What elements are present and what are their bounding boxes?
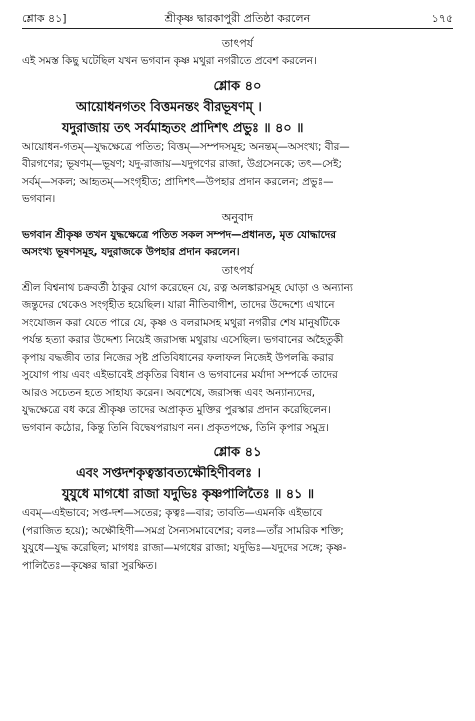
verse-number: শ্লোক ৪১ xyxy=(213,445,262,460)
running-header xyxy=(22,6,453,28)
synonym-line: সর্বম্—সকল; আহৃতম্—সংগৃহীত; প্রাদিশৎ—উপহার প্রদান করলেন; প্রভুঃ— xyxy=(22,175,334,188)
purport-line: আরও সচেতন হতে সাহায্য করেন। অবশেষে, জরাসন্ধ এবং অন্যান্যদের, xyxy=(22,386,316,399)
purport-line: কৃপায় বদ্ধজীব তার নিজের সৃষ্ট প্রতিবিধানের ফলাফল নিজেই উপলব্ধি করার xyxy=(22,351,334,364)
purport-line: সংযোজন করা যেতে পারে যে, কৃষ্ণ ও বলরামসহ মথুরা নগরীর শেষ মানুষটিকে xyxy=(22,316,340,329)
verse-line: আয়োধনগতং বিত্তমনন্তং বীরভূষণম্ । xyxy=(76,99,262,115)
synonym-line: যুযুধে—যুদ্ধ করেছিল; মাগধঃ রাজা—মগধের রাজা; যদুভিঃ—যদুদের সঙ্গে; কৃষ্ণ- xyxy=(22,542,347,554)
purport-line: সুযোগ পায় এবং এইভাবেই প্রকৃতির বিধান ও ভগবানের মর্যাদা সম্পর্কে তাদের xyxy=(22,369,338,381)
translation xyxy=(22,227,453,262)
purport xyxy=(22,280,453,438)
purport-text: এই সমস্ত কিছু ঘটেছিল যখন ভগবান কৃষ্ণ মথুরা নগরীতে প্রবেশ করলেন। xyxy=(22,55,317,67)
verse-line: যদুরাজায় তৎ সর্বমাহৃতং প্রাদিশৎ প্রভুঃ ॥ ৪০ ॥ xyxy=(62,120,304,136)
synonym-line: (পরাজিত হয়ে); অক্ষৌহিণী—সমগ্র সৈন্যসমাবেশের; বলঃ—তাঁর সামরিক শক্তি; xyxy=(22,524,344,537)
purport-line: যুদ্ধক্ষেত্রে বধ করে শ্রীকৃষ্ণ তাদের অপ্রাকৃত মুক্তির পুরস্কার প্রদান করেছিলেন। xyxy=(22,404,331,416)
purport-heading: তাৎপর্য xyxy=(221,37,254,50)
synonym-line: বীরগণের; ভূষণম্—ভূষণ; যদু-রাজায়—যদুগণের রাজা, উগ্রসেনকে; তৎ—সেই; xyxy=(22,158,342,170)
verse-line: যুযুধে মাগধো রাজা যদুভিঃ কৃষ্ণপালিতৈঃ ॥ ৪১ ॥ xyxy=(62,487,315,502)
verse-line: এবং সপ্তদশকৃত্বস্তাবত্যক্ষৌহিণীবলঃ । xyxy=(76,466,261,481)
verse-number: শ্লোক ৪০ xyxy=(213,78,262,94)
purport-line: শ্রীল বিশ্বনাথ চক্রবর্তী ঠাকুর যোগ করেছেন যে, রত্ন অলঙ্কারসমূহ ঘোড়া ও অন্যান্য xyxy=(22,281,353,294)
purport-line: পর্যন্ত হত্যা করার উদ্দেশ্য নিয়েই জরাসন্ধ মথুরায় এসেছিল। ভগবানের অহৈতুকী xyxy=(22,334,344,346)
synonyms xyxy=(22,505,453,575)
synonym-line: এবম্—এইভাবে; সপ্ত-দশ—সতের; কৃত্বঃ—বার; তাবতি—এমনকি এইভাবে xyxy=(22,507,323,519)
header-verse-ref: শ্লোক ৪১] xyxy=(22,12,67,25)
header-chapter-title: শ্রীকৃষ্ণ দ্বারকাপুরী প্রতিষ্ঠা করলেন xyxy=(164,12,311,25)
synonym-line: পালিতৈঃ—কৃষ্ণের দ্বারা সুরক্ষিত। xyxy=(22,559,158,572)
synonyms xyxy=(22,139,453,209)
purport-line: ভগবান কঠোর, কিন্তু তিনি বিদ্বেষপরায়ণ নন। প্রকৃতপক্ষে, তিনি কৃপার সমুদ্র। xyxy=(22,421,329,434)
translation-line: অসংখ্য ভূষণসমূহ, যদুরাজকে উপহার প্রদান করলেন। xyxy=(22,246,240,258)
page-number: ১৭৫ xyxy=(431,12,453,25)
synonym-line: ভগবান। xyxy=(22,193,56,205)
purport-line: জন্তুদের থেকেও সংগৃহীত হয়েছিল। যারা নীতিবাগীশ, তাদের উদ্দেশ্যে এখানে xyxy=(22,299,335,311)
purport-heading: তাৎপর্য xyxy=(221,263,254,277)
translation-heading: অনুবাদ xyxy=(221,210,254,224)
synonym-line: আয়োধন-গতম্—যুদ্ধক্ষেত্রে পতিত; বিত্তম্—সম্পদসমূহ; অনন্তম্—অসংখ্য; বীর— xyxy=(22,140,350,153)
translation-line: ভগবান শ্রীকৃষ্ণ তখন যুদ্ধক্ষেত্রে পতিত সকল সম্পদ—প্রধানত, মৃত যোদ্ধাদের xyxy=(22,228,336,241)
